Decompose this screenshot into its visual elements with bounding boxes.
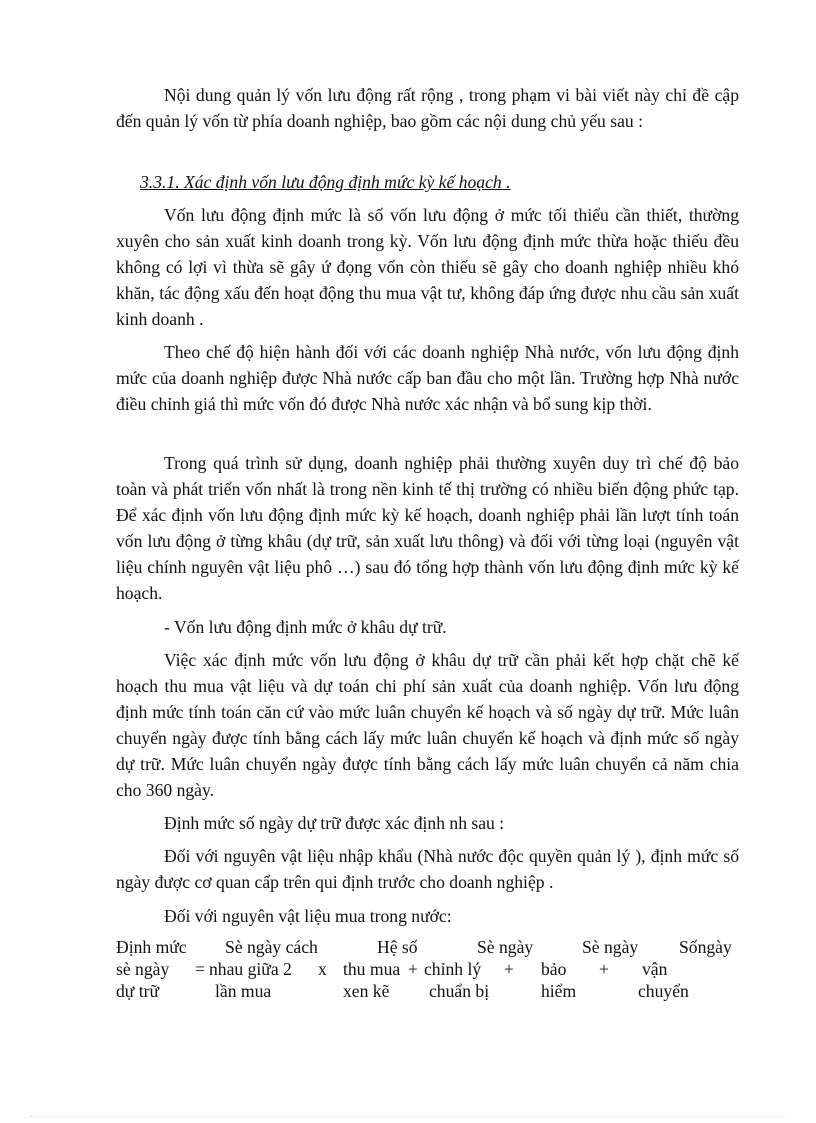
formula-plus-2: + [504,959,514,979]
formula-term-2-line-1: Sè ngày cách [225,937,318,957]
reserve-days-formula [116,937,739,1007]
formula-term-3-line-2: thu mua [343,959,401,979]
paragraph-definition: Vốn lưu động định mức là số vốn lưu động ở mức tối thiểu cần thiết, thường xuyên cho sản xuất kinh doanh trong kỳ. Vốn lưu động định mức thừa hoặc thiếu đều không có lợi vì thừa sẽ gây ứ đọng vốn còn thiếu sẽ gây cho doanh nghiệp nhiều khó khăn, tác động xấu đến hoạt động thu mua vật tư, không đáp ứng được nhu cầu sản xuất kinh doanh . [116,205,739,329]
formula-multiply: x [318,959,327,979]
formula-term-6-line-1: Sốngày [679,937,732,957]
formula-term-5-line-1: Sè ngày [582,937,639,957]
formula-term-6-line-3: chuyển [638,981,689,1001]
formula-term-1-line-2: sè ngày [116,959,170,979]
formula-term-1-line-3: dự trữ [116,981,160,1001]
formula-term-2-line-2: nhau giữa 2 [209,959,292,979]
formula-equals: = [195,959,205,979]
paragraph-usage: Trong quá trình sử dụng, doanh nghiệp phải thường xuyên duy trì chế độ bảo toàn và phát triển vốn nhất là trong nền kinh tế thị trường có nhiều biến động phức tạp. Để xác định vốn lưu động định mức kỳ kế hoạch, doanh nghiệp phải lần lượt tính toán vốn lưu động ở từng khâu (dự trữ, sản xuất lưu thông) và đối với từng loại (nguyên vật liệu chính nguyên vật liệu phô …) sau đó tổng hợp thành vốn lưu động định mức kỳ kế hoạch. [116,453,739,603]
page-bottom-divider [30,1116,786,1117]
paragraph-imported-materials: Đối với nguyên vật liệu nhập khẩu (Nhà nước độc quyền quản lý ), định mức số ngày được cơ quan cấp trên qui định trước cho doanh nghiệp . [116,846,739,892]
paragraph-reserve-days: Định mức số ngày dự trữ được xác định nh sau : [164,813,505,833]
formula-term-4-line-2: chỉnh lý [424,959,482,979]
paragraph-regime: Theo chế độ hiện hành đối với các doanh nghiệp Nhà nước, vốn lưu động định mức của doanh nghiệp được Nhà nước cấp ban đầu cho một lần. Trường hợp Nhà nước điều chỉnh giá thì mức vốn đó được Nhà nước xác nhận và bổ sung kịp thời. [116,342,739,414]
formula-term-1-line-1: Định mức [116,937,187,957]
formula-term-3-line-3: xen kẽ [343,981,390,1001]
paragraph-intro: Nội dung quản lý vốn lưu động rất rộng , trong phạm vi bài viết này chỉ đề cập đến quản lý vốn từ phía doanh nghiệp, bao gồm các nội dung chủ yếu sau : [116,85,739,131]
formula-term-5-line-3: hiểm [541,981,577,1001]
section-heading: 3.3.1. Xác định vốn lưu động định mức kỳ kế hoạch . [140,172,511,192]
formula-term-4-line-1: Sè ngày [477,937,534,957]
formula-term-2-line-3: lần mua [215,981,272,1001]
bullet-reserve-stage: - Vốn lưu động định mức ở khâu dự trữ. [164,617,447,637]
formula-plus-1: + [408,959,418,979]
formula-term-5-line-2: bảo [541,959,567,979]
formula-term-3-line-1: Hệ số [377,937,418,957]
paragraph-domestic-materials: Đối với nguyên vật liệu mua trong nước: [164,906,452,926]
paragraph-reserve-calculation: Việc xác định mức vốn lưu động ở khâu dự trữ cần phải kết hợp chặt chẽ kế hoạch thu mua vật liệu và dự toán chi phí sản xuất của doanh nghiệp. Vốn lưu động định mức tính toán căn cứ vào mức luân chuyển kế hoạch và số ngày dự trữ. Mức luân chuyển ngày được tính bằng cách lấy mức luân chuyển kế hoạch và định mức số ngày dự trữ. Mức luân chuyển ngày được tính bằng cách lấy mức luân chuyển cả năm chia cho 360 ngày. [116,650,739,800]
formula-term-6-line-2: vận [642,959,668,979]
formula-plus-3: + [599,959,609,979]
formula-term-4-line-3: chuẩn bị [429,981,490,1001]
